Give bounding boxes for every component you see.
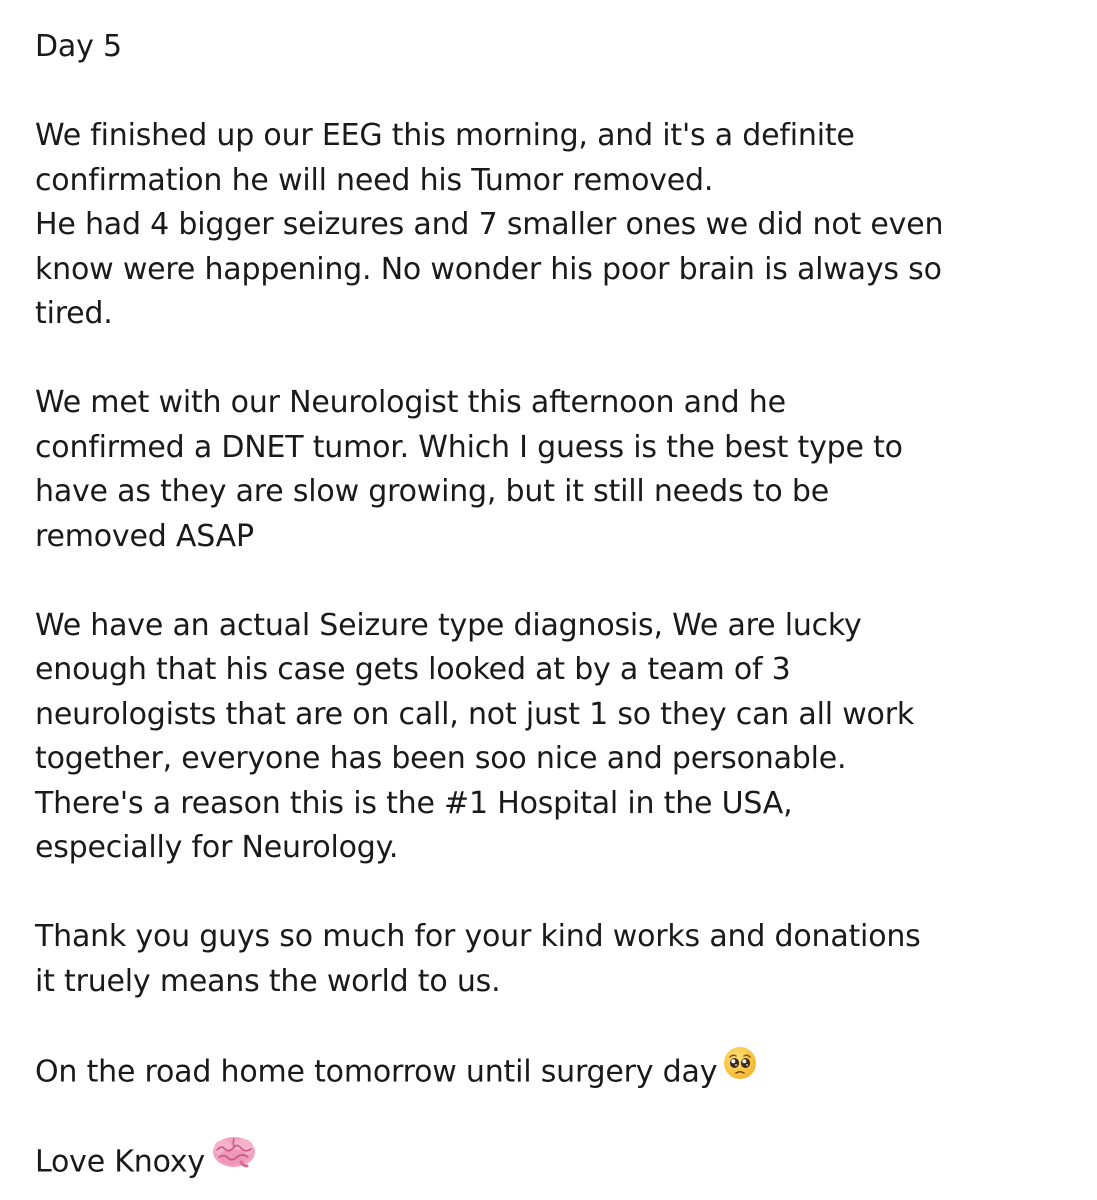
- note-line: Thank you guys so much for your kind works and donations: [35, 919, 921, 954]
- note-line: it truely means the world to us.: [35, 963, 501, 999]
- note-line: have as they are slow growing, but it still needs to be: [35, 474, 829, 509]
- signoff-text: Love Knoxy: [35, 1143, 205, 1179]
- note-line: tired.: [35, 296, 113, 331]
- note-line: removed ASAP: [35, 518, 254, 554]
- note-line: We met with our Neurologist this afternoon and he: [35, 385, 786, 420]
- signoff-line: [35, 1138, 1075, 1183]
- brain-emoji-icon: [211, 1135, 257, 1185]
- note-line: We have an actual Seizure type diagnosis, We are lucky: [35, 607, 862, 643]
- note-line: enough that his case gets looked at by a team of 3: [35, 652, 791, 687]
- note-line: There's a reason this is the #1 Hospital in the USA,: [35, 785, 793, 821]
- paragraph-gap: [35, 559, 1075, 604]
- note-line: especially for Neurology.: [35, 830, 399, 865]
- note-line: confirmation he will need his Tumor removed.: [35, 162, 714, 198]
- note-line-text: On the road home tomorrow until surgery day: [35, 1053, 718, 1089]
- note-line: We finished up our EEG this morning, and it's a definite: [35, 118, 855, 153]
- note-line-with-emoji: [35, 1049, 1075, 1094]
- note-line: together, everyone has been soo nice and personable.: [35, 741, 847, 776]
- paragraph-gap: [35, 337, 1075, 382]
- note-line: neurologists that are on call, not just 1 so they can all work: [35, 696, 915, 732]
- paragraph-gap: [35, 1004, 1075, 1049]
- paragraph-gap: [35, 871, 1075, 916]
- pleading-face-emoji-icon: [723, 1046, 757, 1094]
- note-body: [35, 25, 1075, 1182]
- note-line: know were happening. No wonder his poor brain is always so: [35, 251, 942, 287]
- note-line: He had 4 bigger seizures and 7 smaller ones we did not even: [35, 207, 944, 242]
- note-title: Day 5: [35, 29, 122, 64]
- note-line: confirmed a DNET tumor. Which I guess is the best type to: [35, 429, 903, 465]
- paragraph-gap: [35, 70, 1075, 115]
- paragraph-gap: [35, 1093, 1075, 1138]
